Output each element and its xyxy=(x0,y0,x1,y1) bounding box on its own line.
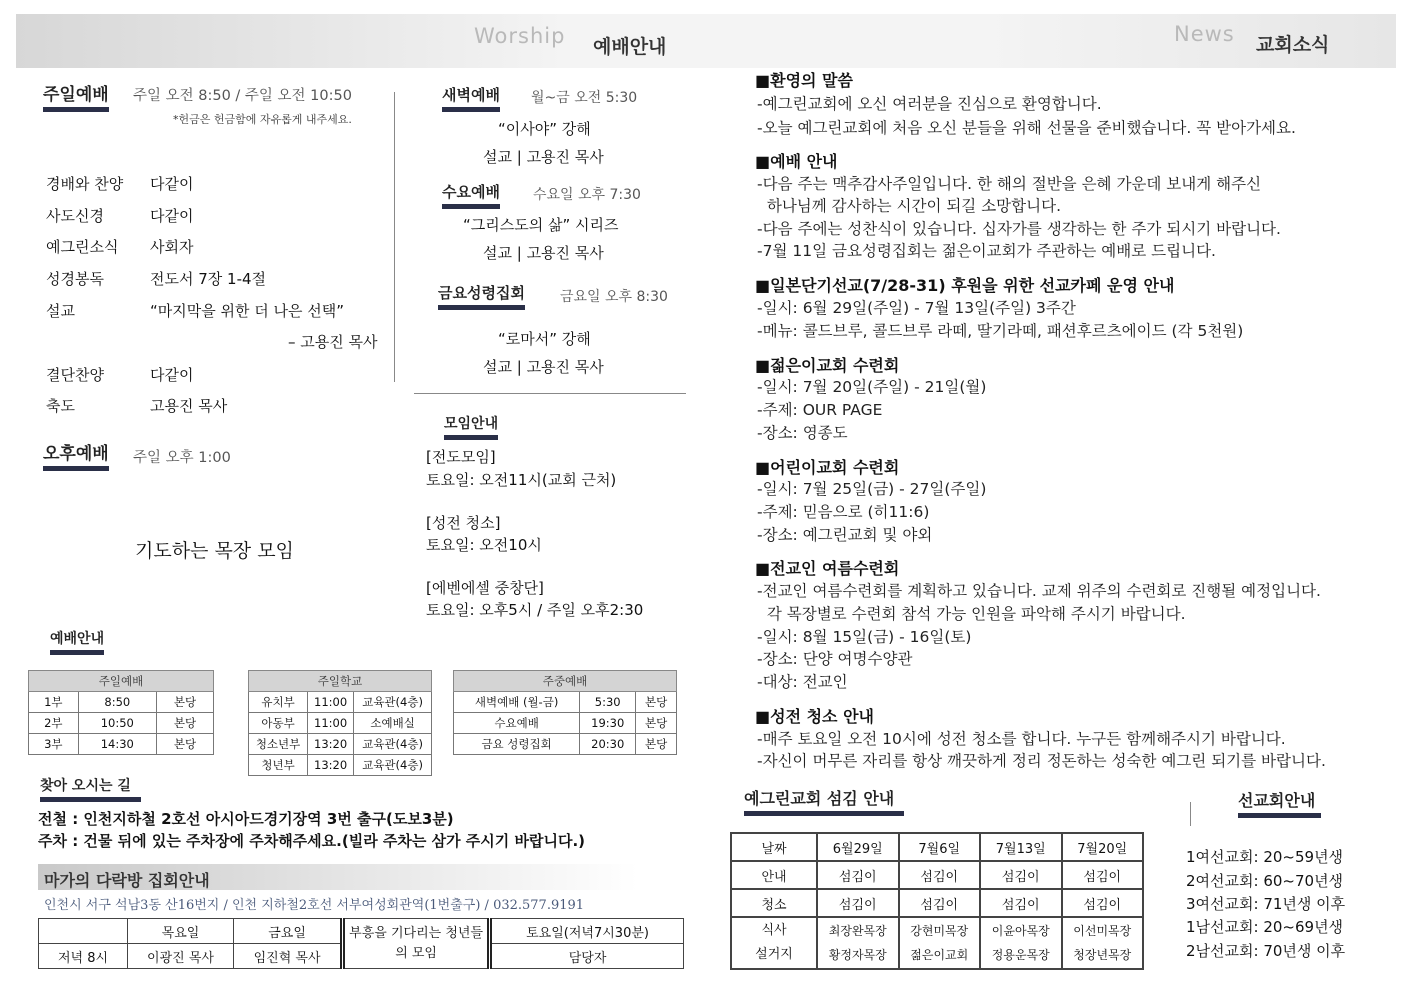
cell xyxy=(980,917,1062,969)
table-row xyxy=(731,889,1143,917)
table-row xyxy=(249,734,432,755)
maga-time-label: 저녁 8시 xyxy=(39,944,128,969)
cell: 본당 xyxy=(636,713,677,734)
news-title: ■환영의 말씀 xyxy=(755,71,853,90)
cell: 교육관(4층) xyxy=(354,692,432,713)
meeting-name: [에벤에셀 중창단] xyxy=(426,579,544,597)
cell: 본당 xyxy=(636,692,677,713)
cell: 8:50 xyxy=(78,692,156,713)
schedule-title: 예배안내 xyxy=(50,628,104,655)
sunday-school-table xyxy=(248,670,432,776)
cell: 섬김이 xyxy=(980,889,1062,917)
table-row xyxy=(29,692,214,713)
section-divider xyxy=(414,393,686,394)
order-label: 축도 xyxy=(46,397,75,415)
cell: 안내 xyxy=(731,861,817,889)
maga-address: 인천시 서구 석남3동 산16번지 / 인천 지하철2호선 서부여성회관역(1번출구) / 032.577.9191 xyxy=(44,898,585,913)
news-line: -주제: 믿음으로 (히11:6) xyxy=(757,503,930,521)
order-value: 전도서 7장 1-4절 xyxy=(150,270,267,288)
cell: 소예배실 xyxy=(354,713,432,734)
order-value: “마지막을 위한 더 나은 선택” xyxy=(150,302,345,320)
cell: 본당 xyxy=(156,692,213,713)
table-row xyxy=(249,755,432,776)
afternoon-worship-time: 주일 오후 1:00 xyxy=(133,450,231,466)
dawn-worship-title: 새벽예배 xyxy=(442,84,500,112)
table-row xyxy=(454,734,677,755)
cell-empty xyxy=(39,919,128,944)
news-line: -예그린교회에 오신 여러분을 진심으로 환영합니다. xyxy=(757,95,1102,113)
meal-team: 이윤아목장 xyxy=(991,924,1050,938)
news-line: -일시: 7월 20일(주일) - 21일(월) xyxy=(757,378,987,396)
column-divider xyxy=(394,92,395,382)
order-label: 설교 xyxy=(46,302,75,320)
dish-team: 청장년목장 xyxy=(1073,948,1132,962)
order-value: 고용진 목사 xyxy=(150,397,228,415)
meal-label: 식사 xyxy=(761,923,787,938)
serving-title: 예그린교회 섬김 안내 xyxy=(744,786,904,816)
news-line: -일시: 7월 25일(금) - 27일(주일) xyxy=(757,480,987,498)
dawn-preacher: 설교 | 고용진 목사 xyxy=(483,148,604,166)
news-title: ■예배 안내 xyxy=(755,152,838,171)
news-line: 각 목장별로 수련회 참석 가능 인원을 파악해 주시기 바랍니다. xyxy=(757,605,1186,623)
news-line: -다음 주는 맥추감사주일입니다. 한 해의 절반을 은혜 가운데 보내게 해주신 xyxy=(757,175,1262,193)
worship-en-title: Worship xyxy=(474,24,566,48)
news-title: ■성전 청소 안내 xyxy=(755,707,874,726)
cell: 7월13일 xyxy=(980,833,1062,861)
news-line: -일시: 6월 29일(주일) - 7월 13일(주일) 3주간 xyxy=(757,299,1076,317)
cell: 새벽예배 (월-금) xyxy=(454,692,580,713)
news-ko-title: 교회소식 xyxy=(1256,34,1330,56)
table-row xyxy=(29,713,214,734)
meal-team: 강현미목장 xyxy=(910,924,969,938)
news-line: -오늘 예그린교회에 처음 오신 분들을 위해 선물을 준비했습니다. 꼭 받아가세요. xyxy=(757,119,1296,137)
mission-divider xyxy=(1190,802,1191,826)
dish-team: 젊은이교회 xyxy=(910,948,969,962)
dish-label: 설거지 xyxy=(755,947,793,962)
cell: 11:00 xyxy=(308,713,354,734)
cell: 섬김이 xyxy=(1062,889,1144,917)
order-label: 경배와 찬양 xyxy=(46,175,124,193)
maga-col-fri: 금요일 xyxy=(234,919,343,944)
dish-team: 황정자목장 xyxy=(828,948,887,962)
cell: 1부 xyxy=(29,692,79,713)
cell: 2부 xyxy=(29,713,79,734)
cell: 교육관(4층) xyxy=(354,755,432,776)
cell: 수요예배 xyxy=(454,713,580,734)
cell: 14:30 xyxy=(78,734,156,755)
maga-col-sat: 토요일(저녁7시30분) xyxy=(490,919,684,944)
sunday-worship-times: 주일 오전 8:50 / 주일 오전 10:50 xyxy=(133,88,352,104)
maga-thu-leader: 이광진 목사 xyxy=(128,944,234,969)
cell: 청소 xyxy=(731,889,817,917)
order-label: 사도신경 xyxy=(46,207,104,225)
cell: 19:30 xyxy=(580,713,636,734)
cell: 섬김이 xyxy=(817,889,899,917)
order-label: 예그린소식 xyxy=(46,238,119,256)
cell: 3부 xyxy=(29,734,79,755)
cell: 청년부 xyxy=(249,755,308,776)
mission-title: 선교회안내 xyxy=(1238,788,1321,818)
mission-item: 2남선교회: 70년생 이후 xyxy=(1186,942,1346,960)
table-header: 주일예배 xyxy=(29,671,214,692)
maga-table xyxy=(38,918,684,969)
maga-title: 마가의 다락방 집회안내 xyxy=(44,871,210,890)
table-row xyxy=(731,861,1143,889)
cell: 7월6일 xyxy=(899,833,981,861)
wednesday-worship-time: 수요일 오후 7:30 xyxy=(533,187,641,203)
cell xyxy=(817,917,899,969)
mission-item: 1여선교회: 20~59년생 xyxy=(1186,848,1344,866)
mission-item: 2여선교회: 60~70년생 xyxy=(1186,872,1344,890)
cell xyxy=(731,917,817,969)
mission-item: 1남선교회: 20~69년생 xyxy=(1186,918,1344,936)
cell: 섬김이 xyxy=(817,861,899,889)
cell: 6월29일 xyxy=(817,833,899,861)
offering-note: *헌금은 헌금함에 자유롭게 내주세요. xyxy=(173,113,352,126)
maga-col-thu: 목요일 xyxy=(128,919,234,944)
cell: 섬김이 xyxy=(899,861,981,889)
news-title: ■전교인 여름수련회 xyxy=(755,559,900,578)
sunday-worship-title: 주일예배 xyxy=(43,80,109,112)
order-value: – 고용진 목사 xyxy=(288,333,378,351)
table-header: 주중예배 xyxy=(454,671,677,692)
cell: 본당 xyxy=(156,734,213,755)
cell: 교육관(4층) xyxy=(354,734,432,755)
cell: 금요 성령집회 xyxy=(454,734,580,755)
order-value: 사회자 xyxy=(150,238,194,256)
serving-table xyxy=(730,832,1144,970)
cell xyxy=(1062,917,1144,969)
news-line: -매주 토요일 오전 10시에 성전 청소를 합니다. 누구든 함께해주시기 바랍니다. xyxy=(757,730,1286,748)
meeting-name: [전도모임] xyxy=(426,448,496,466)
friday-preacher: 설교 | 고용진 목사 xyxy=(483,358,604,376)
news-line: -7월 11일 금요성령집회는 젊은이교회가 주관하는 예배로 드립니다. xyxy=(757,242,1216,260)
afternoon-worship-title: 오후예배 xyxy=(43,439,109,471)
table-row xyxy=(454,713,677,734)
directions-subway: 전철 : 인천지하철 2호선 아시아드경기장역 3번 출구(도보3분) xyxy=(38,810,454,828)
meeting-time: 토요일: 오후5시 / 주일 오후2:30 xyxy=(426,601,644,619)
news-line: -자신이 머무른 자리를 항상 깨끗하게 정리 정돈하는 성숙한 예그린 되기를 바랍니다. xyxy=(757,752,1326,770)
cell: 날짜 xyxy=(731,833,817,861)
news-line: -다음 주에는 성찬식이 있습니다. 십자가를 생각하는 한 주가 되시기 바랍니다. xyxy=(757,220,1281,238)
cell xyxy=(899,917,981,969)
news-line: -장소: 단양 여명수양관 xyxy=(757,650,913,668)
cell: 10:50 xyxy=(78,713,156,734)
table-row xyxy=(249,692,432,713)
wednesday-preacher: 설교 | 고용진 목사 xyxy=(483,244,604,262)
maga-youth: 부흥을 기다리는 청년들의 모임 xyxy=(343,919,490,969)
meeting-title: 모임안내 xyxy=(444,413,498,440)
wednesday-worship-title: 수요예배 xyxy=(442,181,500,209)
cell: 아동부 xyxy=(249,713,308,734)
news-line: -메뉴: 콜드브루, 콜드브루 라떼, 딸기라떼, 패션후르츠에이드 (각 5천원) xyxy=(757,322,1244,340)
order-label: 성경봉독 xyxy=(46,270,104,288)
order-label: 결단찬양 xyxy=(46,366,104,384)
table-row xyxy=(249,713,432,734)
meeting-name: [성전 청소] xyxy=(426,514,501,532)
sunday-worship-table xyxy=(28,670,214,755)
cell: 7월20일 xyxy=(1062,833,1144,861)
meeting-time: 토요일: 오전10시 xyxy=(426,536,542,554)
cell: 5:30 xyxy=(580,692,636,713)
news-line: -주제: OUR PAGE xyxy=(757,401,883,419)
news-line: -전교인 여름수련회를 계획하고 있습니다. 교제 위주의 수련회로 진행될 예정입니다. xyxy=(757,582,1321,600)
dawn-worship-time: 월~금 오전 5:30 xyxy=(531,90,638,106)
cell: 20:30 xyxy=(580,734,636,755)
weekday-worship-table xyxy=(453,670,677,755)
mission-item: 3여선교회: 71년생 이후 xyxy=(1186,895,1346,913)
meal-team: 최장완목장 xyxy=(828,924,887,938)
friday-topic: “로마서” 강해 xyxy=(498,330,591,348)
news-line: -장소: 영종도 xyxy=(757,424,848,442)
table-row xyxy=(731,917,1143,969)
cell: 13:20 xyxy=(308,755,354,776)
table-header: 주일학교 xyxy=(249,671,432,692)
news-line: -일시: 8월 15일(금) - 16일(토) xyxy=(757,628,972,646)
cell: 청소년부 xyxy=(249,734,308,755)
directions-parking: 주차 : 건물 뒤에 있는 주차장에 주차해주세요.(빌라 주차는 삼가 주시기 바랍니다.) xyxy=(38,832,586,850)
cell: 섬김이 xyxy=(980,861,1062,889)
maga-sat-leader: 담당자 xyxy=(490,944,684,969)
dish-team: 정용운목장 xyxy=(991,948,1050,962)
meal-team: 이선미목장 xyxy=(1073,924,1132,938)
friday-worship-title: 금요성령집회 xyxy=(438,282,525,310)
cell: 유치부 xyxy=(249,692,308,713)
cell: 섬김이 xyxy=(1062,861,1144,889)
cell: 섬김이 xyxy=(899,889,981,917)
table-row xyxy=(29,734,214,755)
news-line: -대상: 전교인 xyxy=(757,673,848,691)
news-line: -장소: 예그린교회 및 야외 xyxy=(757,526,933,544)
news-line: 하나님께 감사하는 시간이 되길 소망합니다. xyxy=(757,197,1062,215)
news-title: ■일본단기선교(7/28-31) 후원을 위한 선교카페 운영 안내 xyxy=(755,276,1175,295)
prayer-meeting: 기도하는 목장 모임 xyxy=(135,540,294,562)
cell: 본당 xyxy=(156,713,213,734)
friday-worship-time: 금요일 오후 8:30 xyxy=(560,289,668,305)
table-row xyxy=(454,692,677,713)
meeting-time: 토요일: 오전11시(교회 근처) xyxy=(426,471,617,489)
order-value: 다같이 xyxy=(150,366,194,384)
dawn-topic: “이사야” 강해 xyxy=(498,120,591,138)
news-title: ■젊은이교회 수련회 xyxy=(755,356,900,375)
order-value: 다같이 xyxy=(150,175,194,193)
cell: 13:20 xyxy=(308,734,354,755)
news-en-title: News xyxy=(1174,22,1235,46)
maga-fri-leader: 임진혁 목사 xyxy=(234,944,343,969)
worship-ko-title: 예배안내 xyxy=(593,36,667,58)
directions-title: 찾아 오시는 길 xyxy=(40,775,141,802)
cell: 본당 xyxy=(636,734,677,755)
wednesday-topic: “그리스도의 삶” 시리즈 xyxy=(463,216,619,234)
order-value: 다같이 xyxy=(150,207,194,225)
cell: 11:00 xyxy=(308,692,354,713)
news-title: ■어린이교회 수련회 xyxy=(755,458,900,477)
